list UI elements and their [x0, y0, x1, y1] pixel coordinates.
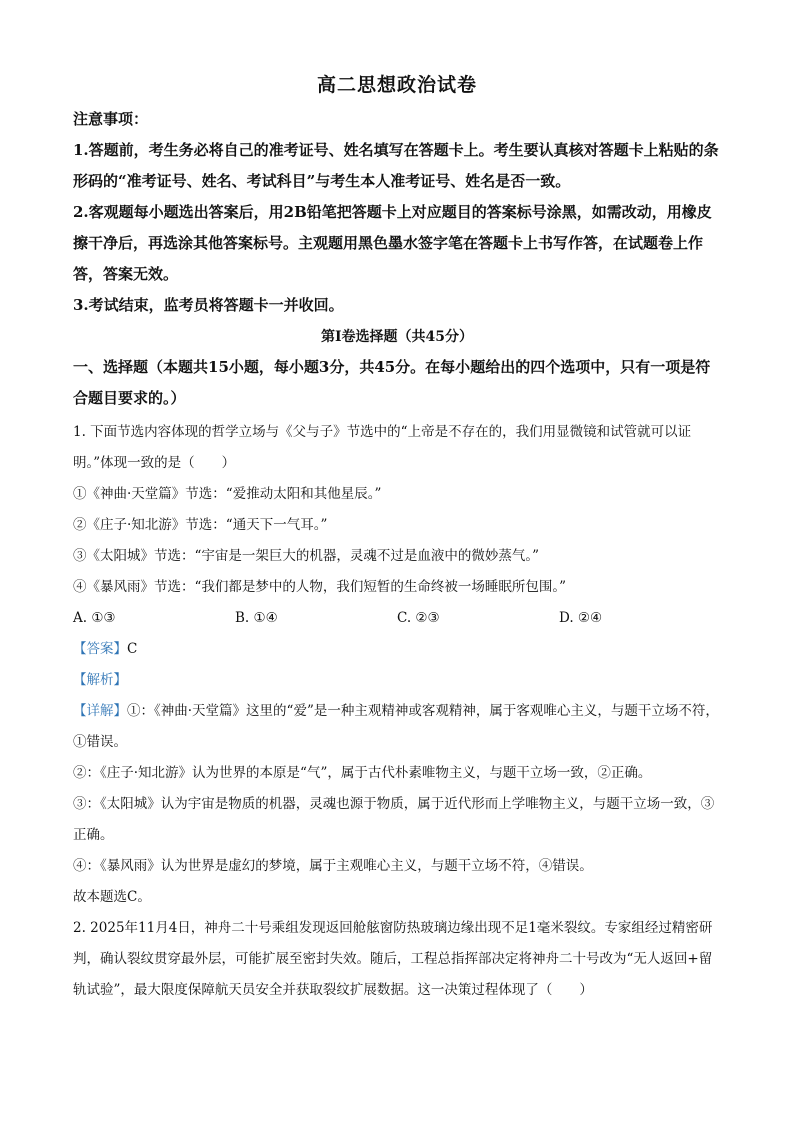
notes-heading: 注意事项：	[73, 110, 149, 128]
option-a: A. ①③	[73, 610, 116, 626]
question-2-stem: 2. 2025年11月4日，神舟二十号乘组发现返回舱舷窗防热玻璃边缘出现不足1毫米裂纹。专家组经过精密研判，确认裂纹贯穿最外层，可能扩展至密封失效。随后，工程总指挥部决定将神舟二十号改为“无人返回+留轨试验”，最大限度保障航天员安全并获取裂纹扩展数据。这一决策过程体现了（ ）	[73, 920, 713, 998]
answer-value: C	[127, 641, 138, 657]
detail-line-4: ④：《暴风雨》认为世界是虚幻的梦境，属于主观唯心主义，与题干立场不符，④错误。	[73, 858, 593, 874]
section-title: 第Ⅰ卷选择题（共45分）	[320, 329, 474, 345]
detail-text-1: ①：《神曲·天堂篇》这里的“爱”是一种主观精神或客观精神，属于客观唯心主义，与题干立场不符，①错误。	[73, 703, 719, 750]
detail-line-3: ③：《太阳城》认为宇宙是物质的机器，灵魂也源于物质，属于近代形而上学唯物主义，与题干立场一致，③正确。	[73, 796, 715, 843]
option-d: D. ②④	[559, 610, 603, 626]
notes-item-3: 3.考试结束，监考员将答题卡一并收回。	[73, 296, 344, 314]
answer-line	[73, 634, 721, 665]
notes-item-1: 1.答题前，考生务必将自己的准考证号、姓名填写在答题卡上。考生要认真核对答题卡上粘贴的条形码的“准考证号、姓名、考试科目”与考生本人准考证号、姓名是否一致。	[73, 141, 719, 190]
part-intro: 一、选择题（本题共15小题，每小题3分，共45分。在每小题给出的四个选项中，只有一项是符合题目要求的。）	[73, 358, 711, 407]
question-1-statement-1: ①《神曲·天堂篇》节选：“爱推动太阳和其他星辰。”	[73, 486, 382, 502]
detail-line-2: ②：《庄子·知北游》认为世界的本原是“气”，属于古代朴素唯物主义，与题干立场一致，②正确。	[73, 765, 652, 781]
question-1-options	[73, 603, 721, 634]
analysis-tag: 【解析】	[73, 672, 127, 688]
option-c: C. ②③	[397, 610, 440, 626]
notes-item-2: 2.客观题每小题选出答案后，用2B铅笔把答题卡上对应题目的答案标号涂黑，如需改动，用橡皮擦干净后，再选涂其他答案标号。主观题用黑色墨水签字笔在答题卡上书写作答，在试题卷上作答，答案无效。	[73, 203, 712, 283]
page-title: 高二思想政治试卷	[316, 74, 477, 96]
question-1-statement-3: ③《太阳城》节选：“宇宙是一架巨大的机器，灵魂不过是血液中的微妙蒸气。”	[73, 548, 540, 564]
notes-section	[73, 104, 723, 321]
question-1-stem: 1. 下面节选内容体现的哲学立场与《父与子》节选中的“上帝是不存在的，我们用显微镜和试管就可以证明。”体现一致的是（ ）	[73, 424, 692, 471]
questions-area	[73, 417, 721, 1006]
detail-tag: 【详解】	[73, 703, 127, 719]
detail-line-1	[73, 696, 721, 758]
answer-tag: 【答案】	[73, 641, 127, 657]
conclusion-line: 故本题选C。	[73, 889, 151, 905]
option-b: B. ①④	[235, 610, 278, 626]
question-1-statement-2: ②《庄子·知北游》节选：“通天下一气耳。”	[73, 517, 328, 533]
analysis-line	[73, 665, 721, 696]
question-1-statement-4: ④《暴风雨》节选：“我们都是梦中的人物，我们短暂的生命终被一场睡眠所包围。”	[73, 579, 567, 595]
